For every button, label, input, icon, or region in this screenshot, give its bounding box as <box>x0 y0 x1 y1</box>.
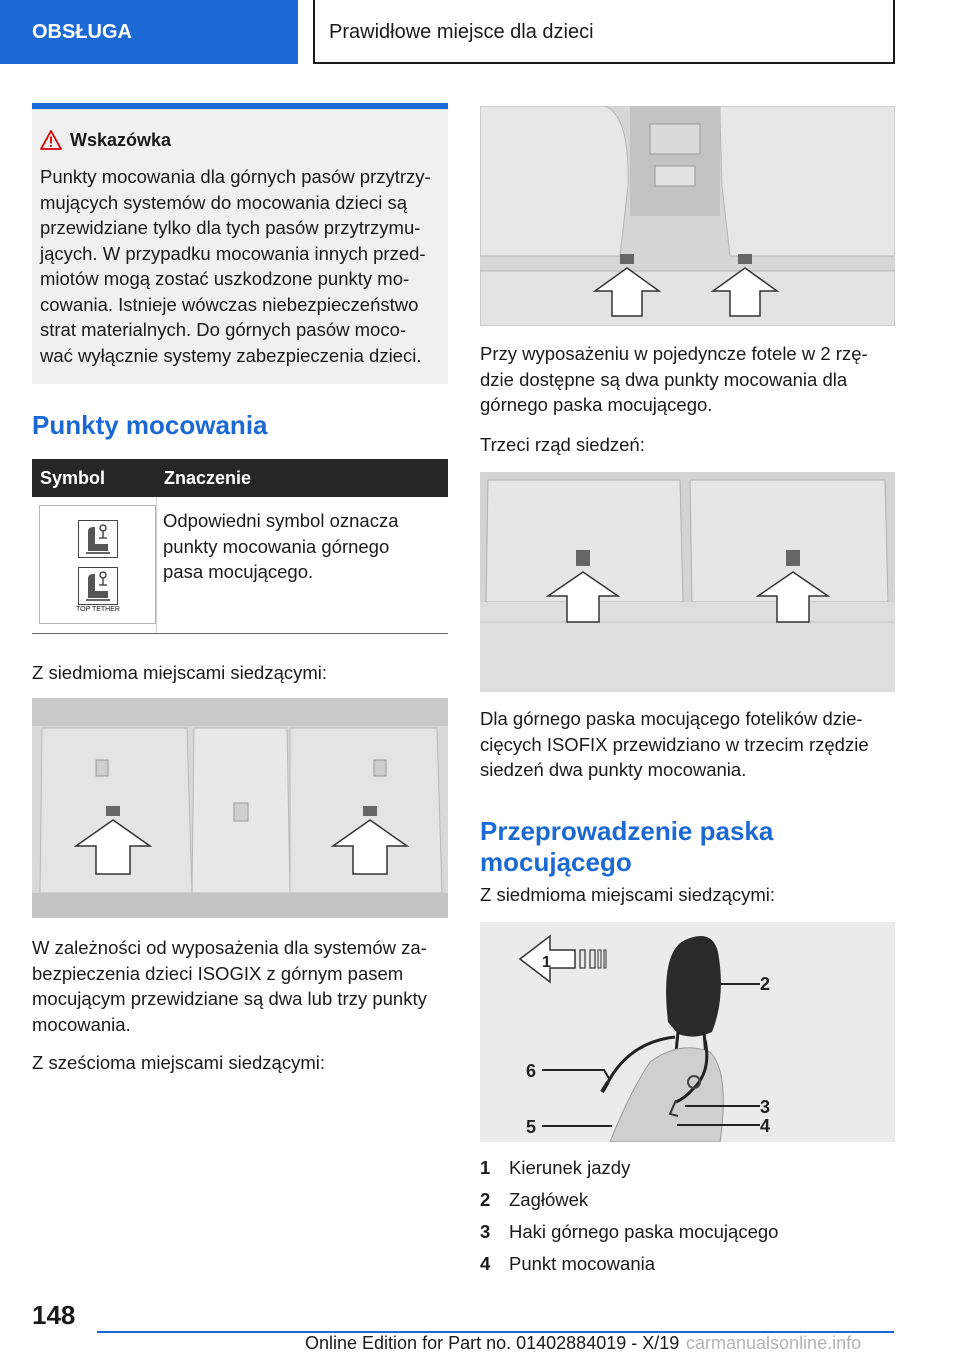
paragraph-line: siedzeń dwa punkty mocowania. <box>480 759 747 780</box>
note-line: miotów mogą zostać uszkodzone punkty mo‐ <box>40 268 410 289</box>
watermark: carmanualsonline.info <box>686 1333 862 1353</box>
paragraph-isofix <box>32 935 427 1037</box>
photo-single-seats-anchors <box>480 106 895 326</box>
legend-text: Kierunek jazdy <box>509 1157 631 1178</box>
note-body <box>40 164 444 368</box>
cell-line: Odpowiedni symbol oznacza <box>163 510 399 531</box>
note-title <box>40 130 171 151</box>
page-number: 148 <box>32 1300 76 1330</box>
paragraph-third-row: Trzeci rząd siedzeń: <box>480 434 645 455</box>
page-title: Prawidłowe miejsce dla dzieci <box>313 0 895 64</box>
paragraph-single-seats <box>480 341 868 418</box>
diagram-label-3: 3 <box>760 1097 771 1117</box>
paragraph-line: Dla górnego paska mocującego fotelików dzie‐ <box>480 708 863 729</box>
note-line: przewidziane tylko dla tych pasów przytrzymu‐ <box>40 217 421 238</box>
section-heading-routing-strap <box>480 816 773 878</box>
icon-caption: TOP TETHER <box>76 606 120 613</box>
paragraph-line: mocowania. <box>32 1013 131 1035</box>
diagram-tether-routing <box>480 922 895 1142</box>
heading-line: Przeprowadzenie paska <box>480 816 774 846</box>
section-heading-anchor-points: Punkty mocowania <box>32 410 268 440</box>
section-tab: OBSŁUGA <box>0 0 298 64</box>
cell-line: pasa mocującego. <box>163 561 314 582</box>
warning-icon <box>40 130 62 150</box>
paragraph-line: dzie dostępne są dwa punkty mocowania dla <box>480 368 848 390</box>
legend-number: 4 <box>480 1253 491 1274</box>
table-bottom-rule <box>32 633 448 634</box>
legend-number: 1 <box>480 1157 491 1178</box>
paragraph-line: cięcych ISOFIX przewidziano w trzecim rzędzie <box>480 733 869 755</box>
col-header-meaning: Znaczenie <box>164 468 252 488</box>
legend-number: 2 <box>480 1189 491 1210</box>
table-divider <box>156 497 157 633</box>
col-header-symbol: Symbol <box>40 468 106 488</box>
paragraph-seven-seats: Z siedmioma miejscami siedzącymi: <box>32 662 328 683</box>
cell-line: punkty mocowania górnego <box>163 535 390 557</box>
diagram-label-6: 6 <box>526 1061 537 1081</box>
edition-text: Online Edition for Part no. 01402884019 - X/19 <box>305 1333 680 1353</box>
legend-text: Punkt mocowania <box>509 1253 656 1274</box>
paragraph-line: W zależności od wyposażenia dla systemów za‐ <box>32 937 427 958</box>
paragraph-line: mocującym przewidziane są dwa lub trzy punkty <box>32 988 427 1009</box>
legend-text: Zagłówek <box>509 1189 589 1210</box>
paragraph-third-row-desc <box>480 706 869 783</box>
note-line: wać wyłącznie systemy zabezpieczenia dzieci. <box>40 344 422 366</box>
paragraph-line: górnego paska mocującego. <box>480 394 713 415</box>
paragraph-seven-seats-right: Z siedmioma miejscami siedzącymi: <box>480 884 776 905</box>
diagram-label-5: 5 <box>526 1117 537 1137</box>
paragraph-six-seats: Z sześcioma miejscami siedzącymi: <box>32 1052 325 1073</box>
legend-text: Haki górnego paska mocującego <box>509 1221 779 1242</box>
note-line: mujących systemów do mocowania dzieci są <box>40 191 408 213</box>
paragraph-line: Przy wyposażeniu w pojedyncze fotele w 2 rzę‐ <box>480 343 868 364</box>
diagram-label-1: 1 <box>542 954 551 971</box>
table-cell-meaning <box>163 508 399 585</box>
table-header <box>32 459 448 497</box>
note-line: Punkty mocowania dla górnych pasów przytrzy‐ <box>40 166 431 187</box>
note-line: jących. W przypadku mocowania innych przed‐ <box>40 242 426 264</box>
paragraph-line: bezpieczenia dzieci ISOGIX z górnym pasem <box>32 962 404 984</box>
diagram-label-4: 4 <box>760 1116 771 1136</box>
heading-line: mocującego <box>480 847 632 877</box>
note-line: strat materialnych. Do górnych pasów moco‐ <box>40 319 407 340</box>
note-title-text: Wskazówka <box>70 130 172 150</box>
child-seat-anchor-icon <box>78 520 118 558</box>
diagram-label-2: 2 <box>760 974 771 994</box>
legend-number: 3 <box>480 1221 491 1242</box>
photo-third-row-anchors <box>480 472 895 692</box>
photo-seven-seat-anchors <box>32 698 448 918</box>
top-tether-symbol <box>39 505 156 624</box>
child-seat-anchor-icon <box>78 567 118 605</box>
note-line: cowania. Istnieje wówczas niebezpieczeństwo <box>40 293 419 315</box>
